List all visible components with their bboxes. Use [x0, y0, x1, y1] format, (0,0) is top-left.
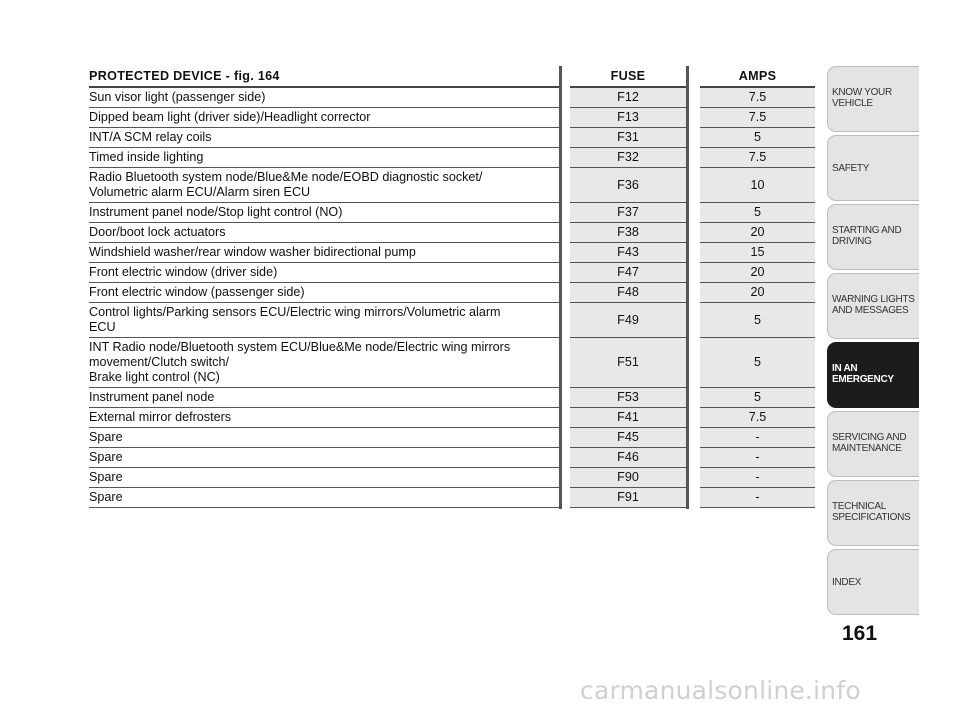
device-cell: Radio Bluetooth system node/Blue&Me node/EOBD diagnostic socket/ Volumetric alarm ECU/Alarm siren ECU: [89, 168, 559, 203]
device-cell: Instrument panel node/Stop light control (NO): [89, 203, 559, 223]
column-divider: [559, 468, 570, 488]
device-cell: Spare: [89, 428, 559, 448]
column-divider: [686, 283, 700, 303]
column-divider: [686, 428, 700, 448]
amps-cell: 10: [700, 168, 815, 203]
fuse-cell: F53: [570, 388, 686, 408]
device-cell: Spare: [89, 468, 559, 488]
amps-cell: 5: [700, 128, 815, 148]
table-row: [89, 168, 815, 203]
device-cell: Timed inside lighting: [89, 148, 559, 168]
table-row: [89, 108, 815, 128]
column-divider: [559, 243, 570, 263]
amps-cell: -: [700, 448, 815, 468]
amps-cell: -: [700, 428, 815, 448]
device-cell: Control lights/Parking sensors ECU/Electric wing mirrors/Volumetric alarm ECU: [89, 303, 559, 338]
device-cell: INT/A SCM relay coils: [89, 128, 559, 148]
fuse-cell: F36: [570, 168, 686, 203]
device-cell: External mirror defrosters: [89, 408, 559, 428]
fuse-cell: F31: [570, 128, 686, 148]
column-divider: [559, 108, 570, 128]
table-row: [89, 428, 815, 448]
amps-cell: 5: [700, 338, 815, 388]
column-divider: [559, 66, 570, 87]
amps-cell: 7.5: [700, 108, 815, 128]
fuse-cell: F49: [570, 303, 686, 338]
chapter-tabs: [827, 66, 919, 618]
device-cell: Front electric window (passenger side): [89, 283, 559, 303]
table-row: [89, 303, 815, 338]
column-divider: [686, 87, 700, 108]
table-row: [89, 87, 815, 108]
column-divider: [686, 448, 700, 468]
table-row: [89, 468, 815, 488]
column-divider: [559, 203, 570, 223]
fuse-cell: F91: [570, 488, 686, 508]
fuse-cell: F45: [570, 428, 686, 448]
column-divider: [686, 408, 700, 428]
column-divider: [686, 108, 700, 128]
column-divider: [559, 408, 570, 428]
table-row: [89, 408, 815, 428]
column-divider: [559, 148, 570, 168]
fuse-table: [89, 66, 815, 508]
column-divider: [686, 468, 700, 488]
amps-cell: 7.5: [700, 148, 815, 168]
table-row: [89, 263, 815, 283]
table-row: [89, 203, 815, 223]
column-divider: [686, 168, 700, 203]
column-divider: [559, 263, 570, 283]
tab-starting-and-driving[interactable]: STARTING AND DRIVING: [827, 204, 919, 270]
column-divider: [559, 283, 570, 303]
fuse-cell: F51: [570, 338, 686, 388]
tab-in-an-emergency[interactable]: IN AN EMERGENCY: [827, 342, 919, 408]
tab-index[interactable]: INDEX: [827, 549, 919, 615]
fuse-cell: F12: [570, 87, 686, 108]
column-divider: [686, 66, 700, 87]
table-row: [89, 388, 815, 408]
column-divider: [686, 338, 700, 388]
fuse-cell: F43: [570, 243, 686, 263]
tab-technical-specifications[interactable]: TECHNICAL SPECIFICATIONS: [827, 480, 919, 546]
fuse-table-body: [89, 87, 815, 508]
column-divider: [686, 128, 700, 148]
table-header-row: [89, 66, 815, 87]
column-divider: [686, 203, 700, 223]
table-row: [89, 243, 815, 263]
device-cell: INT Radio node/Bluetooth system ECU/Blue&Me node/Electric wing mirrors movement/Clutch switch/ Brake light control (NC): [89, 338, 559, 388]
amps-cell: -: [700, 488, 815, 508]
amps-cell: 20: [700, 223, 815, 243]
column-divider: [559, 128, 570, 148]
column-divider: [686, 243, 700, 263]
fuse-cell: F41: [570, 408, 686, 428]
table-row: [89, 283, 815, 303]
column-divider: [559, 303, 570, 338]
fuse-cell: F32: [570, 148, 686, 168]
column-divider: [559, 168, 570, 203]
fuse-cell: F13: [570, 108, 686, 128]
amps-cell: 7.5: [700, 87, 815, 108]
amps-cell: 20: [700, 283, 815, 303]
amps-cell: -: [700, 468, 815, 488]
header-amps: AMPS: [700, 66, 815, 87]
fuse-cell: F48: [570, 283, 686, 303]
fuse-cell: F38: [570, 223, 686, 243]
column-divider: [686, 388, 700, 408]
amps-cell: 5: [700, 388, 815, 408]
device-cell: Spare: [89, 448, 559, 468]
table-row: [89, 223, 815, 243]
column-divider: [559, 488, 570, 508]
device-cell: Dipped beam light (driver side)/Headlight corrector: [89, 108, 559, 128]
amps-cell: 7.5: [700, 408, 815, 428]
column-divider: [559, 338, 570, 388]
column-divider: [559, 87, 570, 108]
tab-warning-lights-and-messages[interactable]: WARNING LIGHTS AND MESSAGES: [827, 273, 919, 339]
header-protected-device: PROTECTED DEVICE - fig. 164: [89, 66, 559, 87]
column-divider: [559, 223, 570, 243]
amps-cell: 15: [700, 243, 815, 263]
column-divider: [686, 148, 700, 168]
watermark: carmanualsonline.info: [580, 676, 861, 705]
fuse-cell: F47: [570, 263, 686, 283]
device-cell: Spare: [89, 488, 559, 508]
fuse-cell: F90: [570, 468, 686, 488]
column-divider: [686, 223, 700, 243]
table-row: [89, 448, 815, 468]
column-divider: [559, 388, 570, 408]
column-divider: [686, 263, 700, 283]
column-divider: [559, 428, 570, 448]
fuse-cell: F46: [570, 448, 686, 468]
column-divider: [686, 303, 700, 338]
amps-cell: 5: [700, 303, 815, 338]
device-cell: Sun visor light (passenger side): [89, 87, 559, 108]
amps-cell: 5: [700, 203, 815, 223]
column-divider: [686, 488, 700, 508]
tab-know-your-vehicle[interactable]: KNOW YOUR VEHICLE: [827, 66, 919, 132]
fuse-cell: F37: [570, 203, 686, 223]
column-divider: [559, 448, 570, 468]
tab-safety[interactable]: SAFETY: [827, 135, 919, 201]
table-row: [89, 128, 815, 148]
table-row: [89, 338, 815, 388]
device-cell: Windshield washer/rear window washer bidirectional pump: [89, 243, 559, 263]
table-row: [89, 148, 815, 168]
page-number: 161: [842, 622, 878, 645]
device-cell: Door/boot lock actuators: [89, 223, 559, 243]
amps-cell: 20: [700, 263, 815, 283]
device-cell: Front electric window (driver side): [89, 263, 559, 283]
tab-servicing-and-maintenance[interactable]: SERVICING AND MAINTENANCE: [827, 411, 919, 477]
table-row: [89, 488, 815, 508]
header-fuse: FUSE: [570, 66, 686, 87]
device-cell: Instrument panel node: [89, 388, 559, 408]
